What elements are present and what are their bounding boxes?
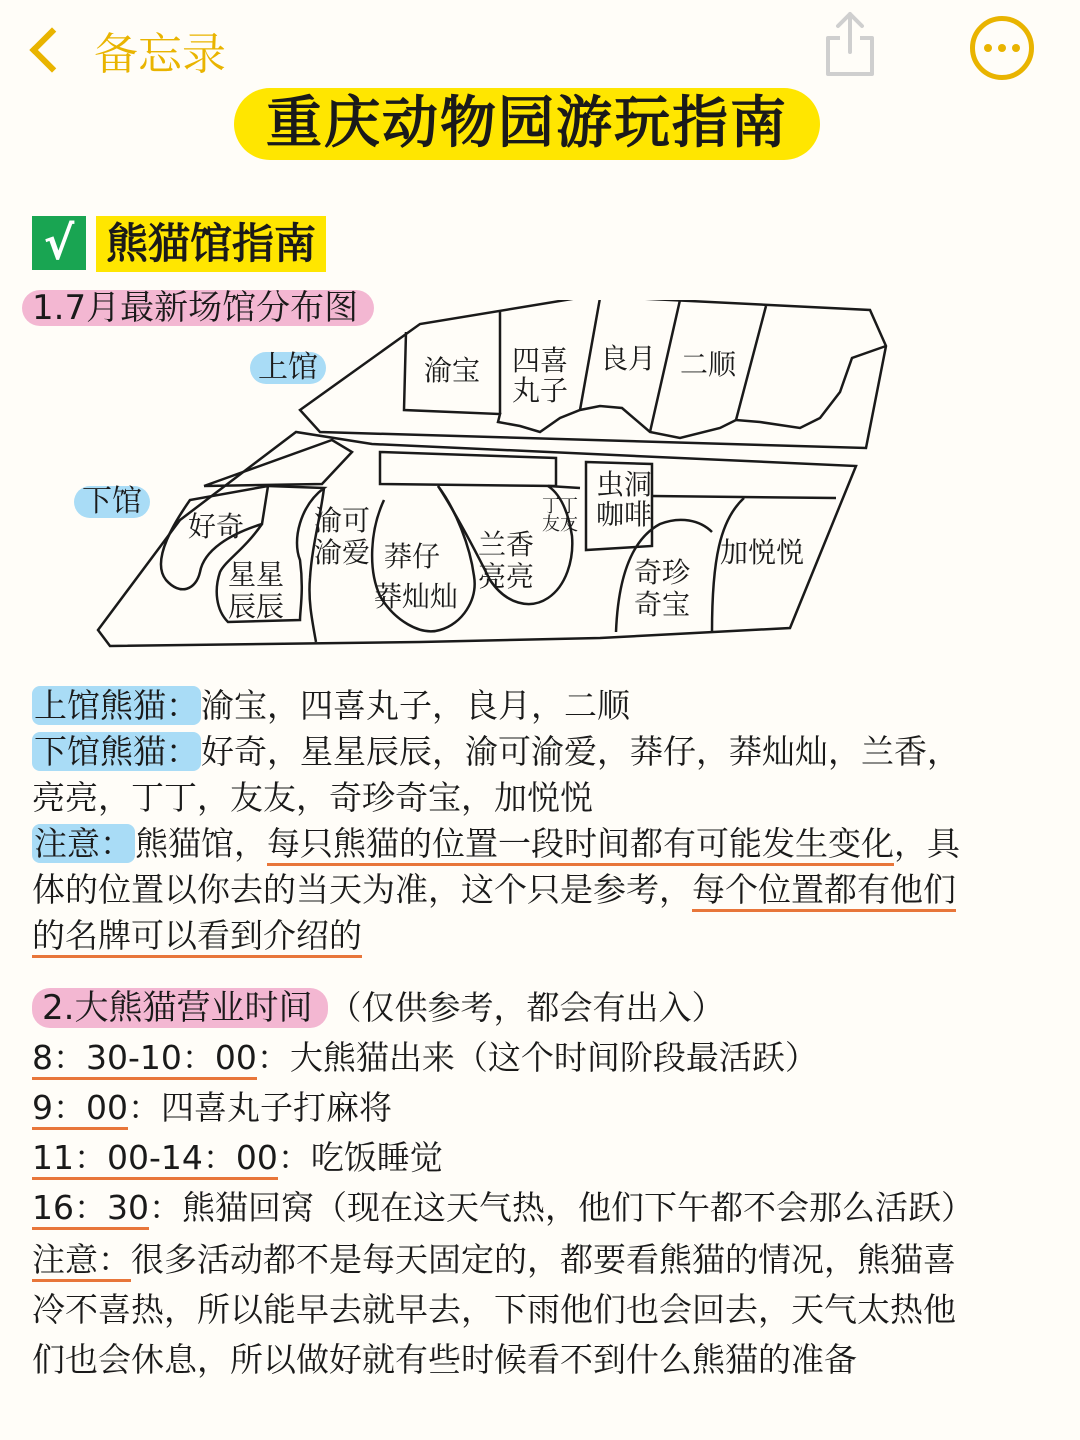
note-text: 很多活动都不是每天固定的，都要看熊猫的情况，熊猫喜	[131, 1240, 956, 1279]
upper-pandas-label: 上馆熊猫：	[34, 686, 199, 725]
back-label: 备忘录	[94, 29, 226, 80]
lower-hall-label: 下馆	[74, 486, 150, 518]
map-label: 二顺	[680, 348, 737, 381]
note1-line3	[32, 914, 362, 958]
page-title: 重庆动物园游玩指南	[234, 88, 820, 160]
map-label: 虫洞	[596, 468, 653, 501]
map-labels	[0, 300, 1080, 660]
note-text: 体的位置以你去的当天为准，这个只是参考，	[32, 870, 692, 909]
check-icon: √	[32, 216, 86, 270]
map-label: 莽仔	[384, 540, 441, 573]
map-label: 亮亮	[478, 560, 535, 593]
map-label: 好奇	[188, 510, 245, 543]
map-label: 咖啡	[596, 498, 653, 531]
note-text: 熊猫馆，	[135, 824, 267, 863]
time-desc: ：熊猫回窝（现在这天气热，他们下午都不会那么活跃）	[148, 1188, 974, 1227]
map-label: 辰辰	[228, 590, 285, 623]
map-label: 奇珍	[634, 556, 691, 589]
map-label: 友友	[542, 514, 578, 535]
upper-pandas-line	[32, 684, 630, 728]
note2-line3: 们也会休息，所以做好就有些时候看不到什么熊猫的准备	[32, 1340, 857, 1379]
note2-line1	[32, 1238, 956, 1282]
time-row	[32, 1086, 392, 1130]
subheading-hours-suffix: （仅供参考，都会有出入）	[328, 988, 725, 1027]
map-label: 四喜	[512, 344, 569, 377]
note1-line1	[32, 822, 960, 866]
map-label: 渝爱	[314, 536, 371, 569]
time-row	[32, 1036, 818, 1080]
time-row	[32, 1136, 443, 1180]
map-label: 奇宝	[634, 588, 691, 621]
section-heading: 熊猫馆指南	[96, 216, 326, 272]
time-desc: ：大熊猫出来（这个时间阶段最活跃）	[256, 1038, 818, 1077]
map-label: 良月	[600, 342, 657, 375]
time-value: 8：30-10：00	[32, 1038, 257, 1080]
time-value: 11：00-14：00	[32, 1138, 278, 1180]
subheading-map: 1.7月最新场馆分布图	[22, 290, 374, 326]
more-icon[interactable]	[970, 16, 1034, 80]
map-label: 加悦悦	[720, 536, 805, 569]
note-underlined: 每个位置都有他们	[692, 870, 956, 912]
time-desc: ：四喜丸子打麻将	[128, 1088, 392, 1127]
note-label: 注意：	[32, 1240, 131, 1282]
lower-pandas-cont: 亮亮，丁丁，友友，奇珍奇宝，加悦悦	[32, 778, 593, 817]
note-underlined: 的名牌可以看到介绍的	[32, 916, 362, 958]
subheading-hours: 2.大熊猫营业时间	[32, 988, 328, 1028]
map-label: 丸子	[512, 374, 569, 407]
lower-pandas-label: 下馆熊猫：	[34, 732, 199, 771]
map-label: 星星	[228, 558, 285, 591]
time-desc: ：吃饭睡觉	[277, 1138, 443, 1177]
time-value: 9：00	[32, 1088, 128, 1130]
chevron-left-icon	[29, 27, 74, 72]
lower-pandas-line	[32, 730, 960, 774]
map-label: 兰香	[478, 528, 535, 561]
map-label: 渝可	[314, 504, 371, 537]
map-label: 渝宝	[424, 354, 481, 387]
note1-line2	[32, 868, 956, 912]
upper-hall-label: 上馆	[250, 352, 326, 384]
time-value: 16：30	[32, 1188, 149, 1230]
note-underlined: 每只熊猫的位置一段时间都有可能发生变化	[267, 824, 894, 866]
note-text: ，具	[894, 824, 960, 863]
upper-pandas-text: 渝宝，四喜丸子，良月，二顺	[201, 686, 630, 725]
map-label: 莽灿灿	[374, 580, 459, 613]
share-icon[interactable]	[822, 10, 878, 78]
subheading-hours-line	[32, 986, 724, 1030]
time-row	[32, 1186, 974, 1230]
note2-line2: 冷不喜热，所以能早去就早去，下雨他们也会回去，天气太热他	[32, 1290, 956, 1329]
note-label: 注意：	[34, 824, 133, 863]
lower-pandas-text: 好奇，星星辰辰，渝可渝爱，莽仔，莽灿灿，兰香，	[201, 732, 960, 771]
back-button[interactable]	[22, 18, 226, 82]
map-label: 丁丁	[542, 496, 578, 517]
